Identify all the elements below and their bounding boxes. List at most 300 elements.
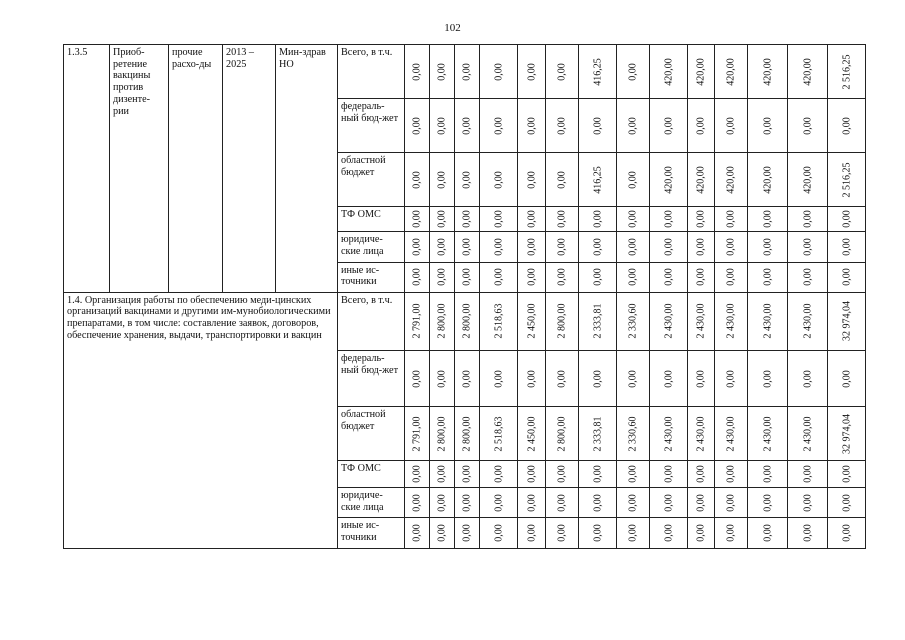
value-cell — [688, 518, 715, 549]
value-cell — [715, 45, 748, 99]
section-title: 1.4. Организация работы по обеспечению меди-цинских организаций вакцинами и другими им-мунобиологическими препаратами, в том числе: составление заявок, договоров, обеспечение хранения, выдачи, транспортировки и вакцин — [64, 292, 338, 548]
value-text: 0,00 — [411, 171, 423, 189]
value-cell — [405, 153, 430, 207]
value-text: 0,00 — [556, 210, 568, 228]
value-text: 0,00 — [525, 210, 537, 228]
table-row — [64, 45, 866, 99]
value-cell — [455, 518, 480, 549]
value-cell — [455, 262, 480, 292]
value-cell — [650, 487, 688, 517]
value-cell — [828, 99, 866, 153]
value-cell — [546, 461, 579, 488]
value-cell — [455, 487, 480, 517]
period: 2013 – 2025 — [223, 45, 276, 293]
value-cell — [546, 153, 579, 207]
value-text: 0,00 — [591, 369, 603, 388]
value-cell — [748, 407, 788, 461]
value-text: 420,00 — [801, 57, 813, 86]
value-text: 2 430,00 — [801, 303, 813, 339]
value-cell — [518, 207, 546, 231]
value-text: 0,00 — [525, 465, 537, 483]
value-text: 0,00 — [761, 210, 773, 228]
value-text: 0,00 — [556, 369, 568, 388]
value-text: 0,00 — [662, 465, 674, 483]
value-text: 0,00 — [725, 369, 737, 388]
value-cell — [579, 153, 617, 207]
value-text: 2 430,00 — [801, 416, 813, 452]
expense-type: прочие расхо-ды — [169, 45, 223, 293]
value-text: 0,00 — [556, 465, 568, 483]
value-text: 0,00 — [591, 465, 603, 483]
value-cell — [788, 45, 828, 99]
value-cell — [405, 461, 430, 488]
value-cell — [788, 99, 828, 153]
value-text: 0,00 — [461, 116, 473, 135]
value-cell — [546, 45, 579, 99]
value-text: 0,00 — [627, 62, 639, 81]
value-cell — [617, 99, 650, 153]
value-text: 0,00 — [761, 268, 773, 286]
value-text: 420,00 — [761, 57, 773, 86]
value-text: 0,00 — [695, 268, 707, 286]
value-text: 0,00 — [436, 524, 448, 542]
value-cell — [405, 292, 430, 350]
value-cell — [518, 231, 546, 262]
value-cell — [688, 351, 715, 407]
value-text: 2 333,81 — [591, 303, 603, 339]
value-text: 0,00 — [525, 237, 537, 256]
value-cell — [828, 207, 866, 231]
value-cell — [650, 153, 688, 207]
value-text: 0,00 — [525, 116, 537, 135]
value-cell — [788, 292, 828, 350]
value-cell — [748, 351, 788, 407]
value-text: 0,00 — [761, 524, 773, 542]
value-text: 2 518,63 — [492, 303, 504, 339]
value-text: 0,00 — [725, 268, 737, 286]
value-text: 2 518,63 — [492, 416, 504, 452]
value-text: 0,00 — [761, 237, 773, 256]
value-cell — [688, 461, 715, 488]
value-text: 0,00 — [461, 465, 473, 483]
funding-source: федераль-ный бюд-жет — [338, 99, 405, 153]
value-cell — [518, 45, 546, 99]
value-cell — [688, 262, 715, 292]
value-text: 0,00 — [627, 210, 639, 228]
value-text: 0,00 — [695, 524, 707, 542]
value-cell — [715, 292, 748, 350]
value-text: 0,00 — [591, 210, 603, 228]
value-cell — [828, 292, 866, 350]
value-cell — [650, 231, 688, 262]
value-cell — [788, 262, 828, 292]
value-text: 0,00 — [411, 62, 423, 81]
value-text: 0,00 — [662, 369, 674, 388]
value-text: 420,00 — [662, 166, 674, 194]
value-cell — [455, 45, 480, 99]
value-cell — [650, 45, 688, 99]
value-cell — [788, 207, 828, 231]
value-text: 0,00 — [840, 524, 852, 542]
value-cell — [405, 518, 430, 549]
value-text: 0,00 — [725, 493, 737, 512]
value-cell — [579, 262, 617, 292]
value-text: 0,00 — [801, 268, 813, 286]
value-text: 0,00 — [695, 369, 707, 388]
value-text: 420,00 — [801, 166, 813, 194]
value-text: 0,00 — [556, 493, 568, 512]
value-text: 0,00 — [627, 465, 639, 483]
value-cell — [579, 407, 617, 461]
value-text: 0,00 — [591, 524, 603, 542]
value-text: 0,00 — [436, 268, 448, 286]
value-text: 0,00 — [627, 171, 639, 189]
value-cell — [688, 231, 715, 262]
value-text: 0,00 — [461, 62, 473, 81]
value-text: 0,00 — [525, 524, 537, 542]
value-text: 0,00 — [461, 493, 473, 512]
value-cell — [405, 99, 430, 153]
value-text: 0,00 — [725, 237, 737, 256]
value-text: 0,00 — [492, 369, 504, 388]
value-cell — [546, 231, 579, 262]
value-cell — [518, 518, 546, 549]
value-cell — [430, 292, 455, 350]
value-cell — [650, 461, 688, 488]
value-cell — [518, 461, 546, 488]
value-cell — [650, 99, 688, 153]
value-cell — [546, 292, 579, 350]
value-text: 0,00 — [627, 268, 639, 286]
value-cell — [748, 231, 788, 262]
value-cell — [455, 292, 480, 350]
value-cell — [715, 231, 748, 262]
value-text: 0,00 — [492, 62, 504, 81]
value-cell — [748, 207, 788, 231]
value-cell — [688, 487, 715, 517]
value-text: 420,00 — [662, 57, 674, 86]
value-text: 2 791,00 — [411, 416, 423, 452]
budget-table — [63, 44, 866, 549]
value-cell — [480, 262, 518, 292]
value-text: 0,00 — [662, 210, 674, 228]
value-cell — [430, 407, 455, 461]
value-text: 0,00 — [411, 369, 423, 388]
value-text: 2 516,25 — [840, 54, 852, 90]
value-cell — [455, 351, 480, 407]
value-text: 0,00 — [695, 465, 707, 483]
value-cell — [617, 351, 650, 407]
value-text: 2 791,00 — [411, 303, 423, 339]
value-cell — [688, 99, 715, 153]
value-text: 0,00 — [695, 116, 707, 135]
value-text: 0,00 — [411, 465, 423, 483]
value-text: 2 430,00 — [662, 416, 674, 452]
value-cell — [579, 461, 617, 488]
value-cell — [405, 407, 430, 461]
value-text: 0,00 — [492, 171, 504, 189]
value-text: 0,00 — [725, 524, 737, 542]
value-cell — [518, 99, 546, 153]
value-text: 0,00 — [556, 171, 568, 189]
value-text: 0,00 — [492, 465, 504, 483]
value-text: 0,00 — [492, 237, 504, 256]
value-text: 0,00 — [556, 116, 568, 135]
value-cell — [688, 292, 715, 350]
value-text: 0,00 — [840, 465, 852, 483]
value-text: 2 330,60 — [627, 303, 639, 339]
funding-source: юридиче-ские лица — [338, 231, 405, 262]
value-text: 0,00 — [840, 493, 852, 512]
value-cell — [650, 407, 688, 461]
value-text: 0,00 — [556, 268, 568, 286]
value-cell — [650, 351, 688, 407]
value-text: 0,00 — [411, 210, 423, 228]
value-cell — [748, 45, 788, 99]
value-text: 0,00 — [662, 493, 674, 512]
value-cell — [688, 153, 715, 207]
value-text: 2 430,00 — [725, 416, 737, 452]
value-cell — [788, 351, 828, 407]
value-cell — [518, 262, 546, 292]
value-text: 0,00 — [461, 237, 473, 256]
value-text: 2 450,00 — [525, 416, 537, 452]
value-text: 2 800,00 — [461, 416, 473, 452]
value-cell — [650, 518, 688, 549]
value-cell — [617, 45, 650, 99]
value-cell — [650, 292, 688, 350]
value-text: 0,00 — [436, 62, 448, 81]
value-cell — [788, 518, 828, 549]
funding-source: областной бюджет — [338, 407, 405, 461]
value-text: 420,00 — [695, 166, 707, 194]
value-cell — [455, 461, 480, 488]
value-text: 0,00 — [525, 62, 537, 81]
value-text: 2 800,00 — [556, 303, 568, 339]
value-text: 0,00 — [411, 116, 423, 135]
value-cell — [430, 262, 455, 292]
value-cell — [617, 207, 650, 231]
executor: Мин-здрав НО — [276, 45, 338, 293]
value-cell — [546, 99, 579, 153]
value-cell — [828, 231, 866, 262]
funding-source: иные ис-точники — [338, 518, 405, 549]
value-text: 0,00 — [591, 237, 603, 256]
value-text: 0,00 — [840, 268, 852, 286]
value-cell — [748, 153, 788, 207]
value-cell — [828, 262, 866, 292]
value-cell — [715, 487, 748, 517]
value-text: 0,00 — [695, 493, 707, 512]
value-cell — [546, 207, 579, 231]
table-row — [64, 292, 866, 350]
value-text: 0,00 — [591, 493, 603, 512]
row-code: 1.3.5 — [64, 45, 110, 293]
value-text: 0,00 — [525, 369, 537, 388]
value-cell — [455, 407, 480, 461]
value-text: 0,00 — [492, 116, 504, 135]
value-text: 2 800,00 — [556, 416, 568, 452]
value-cell — [715, 518, 748, 549]
value-text: 0,00 — [525, 268, 537, 286]
value-cell — [405, 207, 430, 231]
value-cell — [617, 461, 650, 488]
value-text: 2 430,00 — [695, 416, 707, 452]
value-text: 0,00 — [725, 116, 737, 135]
value-cell — [405, 351, 430, 407]
value-text: 0,00 — [662, 268, 674, 286]
value-text: 0,00 — [801, 465, 813, 483]
value-cell — [455, 207, 480, 231]
value-cell — [546, 262, 579, 292]
value-text: 0,00 — [591, 268, 603, 286]
value-cell — [455, 153, 480, 207]
value-cell — [828, 407, 866, 461]
value-cell — [715, 262, 748, 292]
value-cell — [430, 461, 455, 488]
value-text: 0,00 — [525, 171, 537, 189]
value-text: 0,00 — [436, 171, 448, 189]
value-text: 0,00 — [627, 116, 639, 135]
value-cell — [430, 231, 455, 262]
value-text: 0,00 — [662, 524, 674, 542]
value-cell — [518, 153, 546, 207]
value-cell — [715, 99, 748, 153]
value-cell — [430, 45, 455, 99]
value-text: 0,00 — [627, 369, 639, 388]
funding-source: ТФ ОМС — [338, 461, 405, 488]
value-text: 0,00 — [801, 524, 813, 542]
value-text: 0,00 — [411, 237, 423, 256]
value-text: 2 430,00 — [725, 303, 737, 339]
value-text: 0,00 — [627, 524, 639, 542]
funding-source: ТФ ОМС — [338, 207, 405, 231]
value-text: 0,00 — [801, 210, 813, 228]
value-cell — [480, 207, 518, 231]
value-text: 2 430,00 — [695, 303, 707, 339]
funding-source: юридиче-ские лица — [338, 487, 405, 517]
value-cell — [546, 351, 579, 407]
value-cell — [828, 487, 866, 517]
value-cell — [480, 461, 518, 488]
value-text: 2 800,00 — [461, 303, 473, 339]
value-text: 2 430,00 — [761, 303, 773, 339]
value-cell — [430, 99, 455, 153]
value-text: 0,00 — [627, 237, 639, 256]
value-cell — [748, 518, 788, 549]
value-text: 2 430,00 — [761, 416, 773, 452]
value-text: 0,00 — [591, 116, 603, 135]
value-cell — [480, 351, 518, 407]
value-text: 0,00 — [461, 369, 473, 388]
value-text: 0,00 — [556, 237, 568, 256]
value-text: 0,00 — [627, 493, 639, 512]
value-text: 0,00 — [840, 210, 852, 228]
value-cell — [748, 262, 788, 292]
value-text: 0,00 — [761, 465, 773, 483]
value-cell — [480, 153, 518, 207]
value-cell — [480, 487, 518, 517]
value-cell — [828, 518, 866, 549]
value-text: 0,00 — [840, 116, 852, 135]
value-text: 0,00 — [695, 210, 707, 228]
value-text: 0,00 — [411, 524, 423, 542]
value-cell — [480, 45, 518, 99]
funding-source: иные ис-точники — [338, 262, 405, 292]
value-cell — [715, 407, 748, 461]
value-text: 0,00 — [461, 210, 473, 228]
value-cell — [480, 407, 518, 461]
value-cell — [788, 461, 828, 488]
value-cell — [430, 518, 455, 549]
value-cell — [617, 518, 650, 549]
value-cell — [688, 207, 715, 231]
value-text: 0,00 — [461, 268, 473, 286]
value-cell — [617, 231, 650, 262]
value-text: 0,00 — [436, 116, 448, 135]
value-cell — [715, 351, 748, 407]
value-cell — [579, 487, 617, 517]
funding-source: федераль-ный бюд-жет — [338, 351, 405, 407]
value-cell — [579, 99, 617, 153]
value-cell — [546, 518, 579, 549]
value-text: 0,00 — [492, 268, 504, 286]
value-cell — [748, 99, 788, 153]
value-text: 0,00 — [662, 116, 674, 135]
value-cell — [579, 518, 617, 549]
value-cell — [546, 407, 579, 461]
value-text: 0,00 — [436, 210, 448, 228]
value-cell — [579, 292, 617, 350]
value-text: 0,00 — [492, 210, 504, 228]
value-text: 0,00 — [801, 493, 813, 512]
value-cell — [748, 487, 788, 517]
value-text: 0,00 — [492, 524, 504, 542]
value-text: 0,00 — [761, 116, 773, 135]
value-text: 0,00 — [840, 237, 852, 256]
value-text: 420,00 — [695, 57, 707, 86]
value-cell — [455, 99, 480, 153]
value-cell — [480, 292, 518, 350]
value-text: 0,00 — [725, 465, 737, 483]
value-text: 0,00 — [461, 524, 473, 542]
value-cell — [748, 292, 788, 350]
value-cell — [430, 487, 455, 517]
value-cell — [748, 461, 788, 488]
value-text: 0,00 — [801, 369, 813, 388]
value-text: 32 974,04 — [840, 413, 852, 454]
value-text: 2 430,00 — [662, 303, 674, 339]
page-number: 102 — [444, 22, 461, 34]
value-cell — [828, 153, 866, 207]
value-text: 0,00 — [461, 171, 473, 189]
value-text: 0,00 — [411, 493, 423, 512]
value-cell — [430, 351, 455, 407]
value-text: 416,25 — [591, 57, 603, 86]
value-cell — [579, 351, 617, 407]
value-cell — [405, 487, 430, 517]
value-text: 0,00 — [695, 237, 707, 256]
value-text: 2 330,60 — [627, 416, 639, 452]
value-text: 420,00 — [725, 166, 737, 194]
value-cell — [579, 231, 617, 262]
value-text: 0,00 — [556, 524, 568, 542]
value-cell — [617, 487, 650, 517]
value-cell — [828, 45, 866, 99]
value-text: 0,00 — [662, 237, 674, 256]
value-cell — [788, 231, 828, 262]
value-cell — [828, 461, 866, 488]
